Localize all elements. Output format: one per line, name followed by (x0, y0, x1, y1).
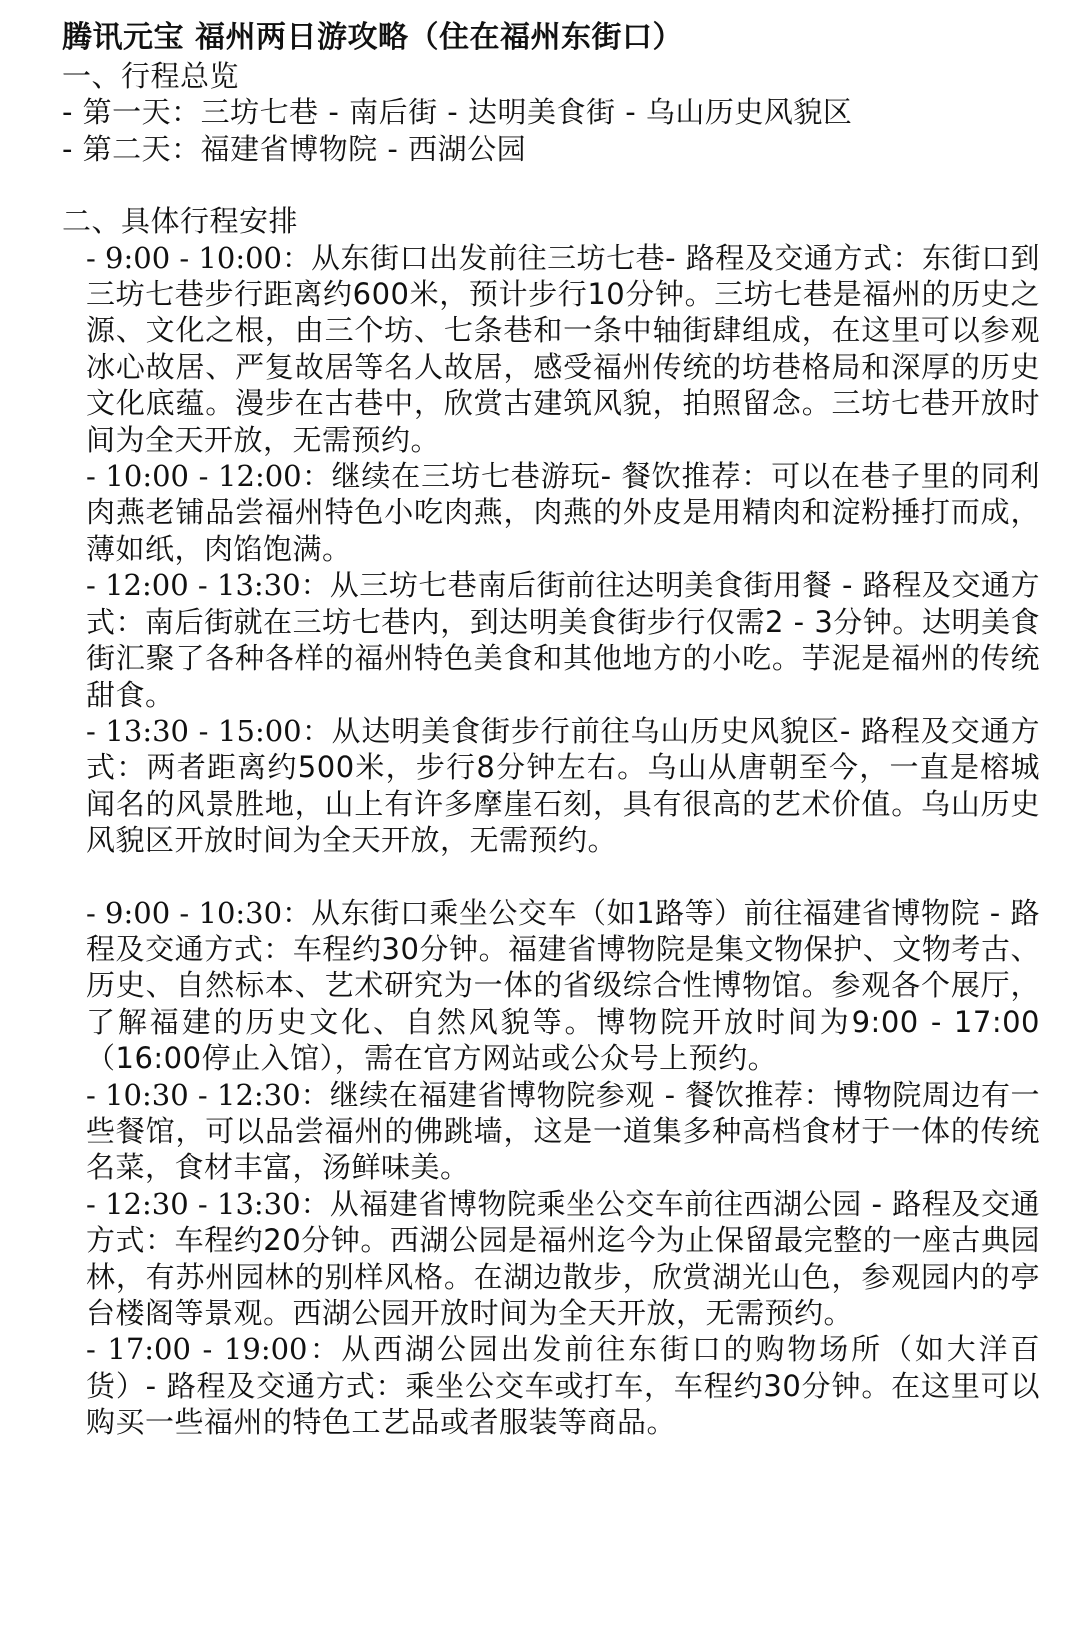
entry-text: 从西湖公园出发前往东街口的购物场所（如大洋百货）- 路程及交通方式：乘坐公交车或打车，车程约30分钟。在这里可以购买一些福州的特色工艺品或者服装等商品。 (86, 1332, 1040, 1440)
entry-time: - 17:00 - 19:00： (86, 1332, 342, 1367)
detail-heading: 二、具体行程安排 (62, 204, 299, 239)
entry-time: - 12:00 - 13:30： (86, 568, 330, 603)
entry-text: 继续在三坊七巷游玩- 餐饮推荐：可以在巷子里的同利肉燕老铺品尝福州特色小吃肉燕，肉燕的外皮是用精肉和淀粉捶打而成，薄如纸，肉馅饱满。 (86, 459, 1040, 566)
entry-time: - 9:00 - 10:00： (86, 240, 312, 275)
entry-time: - 13:30 - 15:00： (86, 713, 332, 748)
entry-time: - 12:30 - 13:30： (86, 1186, 330, 1221)
overview-item-day2: - 第二天：福建省博物院 - 西湖公园 (62, 131, 527, 166)
entry-text: 从福建省博物院乘坐公交车前往西湖公园 - 路程及交通方式：车程约20分钟。西湖公园是福州迄今为止保留最完整的一座古典园林，有苏州园林的别样风格。在湖边散步，欣赏湖光山色，参观园内的亭台楼阁等景观。西湖公园开放时间为全天开放，无需预约。 (86, 1186, 1041, 1330)
entry-time: - 9:00 - 10:30： (86, 895, 312, 930)
section-spacer (62, 167, 1040, 203)
day1-entry-2 (62, 458, 1040, 567)
section-spacer (62, 859, 1040, 895)
day2-entry-1 (62, 895, 1040, 1077)
day1-entry-4 (62, 713, 1040, 859)
overview-item-day1: - 第一天：三坊七巷 - 南后街 - 达明美食街 - 乌山历史风貌区 (62, 95, 853, 130)
entry-time: - 10:00 - 12:00： (86, 459, 332, 494)
overview-heading: 一、行程总览 (62, 59, 240, 93)
entry-text: 继续在福建省博物院参观 - 餐饮推荐：博物院周边有一些餐馆，可以品尝福州的佛跳墙，这是一道集多种高档食材于一体的传统名菜，食材丰富，汤鲜味美。 (86, 1077, 1041, 1185)
day1-entry-3 (62, 567, 1040, 713)
day2-entry-3 (62, 1186, 1040, 1332)
entry-text: 从东街口出发前往三坊七巷- 路程及交通方式：东街口到三坊七巷步行距离约600米，预计步行10分钟。三坊七巷是福州的历史之源、文化之根，由三个坊、七条巷和一条中轴街肆组成，在这里可以参观冰心故居、严复故居等名人故居，感受福州传统的坊巷格局和深厚的历史文化底蕴。漫步在古巷中，欣赏古建筑风貌，拍照留念。三坊七巷开放时间为全天开放，无需预约。 (86, 240, 1040, 457)
entry-time: - 10:30 - 12:30： (86, 1077, 330, 1112)
day2-entry-4 (62, 1331, 1040, 1440)
day1-entry-1 (62, 240, 1040, 458)
entry-text: 从三坊七巷南后街前往达明美食街用餐 - 路程及交通方式：南后街就在三坊七巷内，到达明美食街步行仅需2 - 3分钟。达明美食街汇聚了各种各样的福州特色美食和其他地方的小吃。芋泥是福州的传统甜食。 (86, 568, 1041, 712)
day2-entry-2 (62, 1077, 1040, 1186)
itinerary-document (62, 18, 1040, 1441)
entry-text: 从东街口乘坐公交车（如1路等）前往福建省博物院 - 路程及交通方式：车程约30分钟。福建省博物院是集文物保护、文物考古、历史、自然标本、艺术研究为一体的省级综合性博物馆。参观各个展厅，了解福建的历史文化、自然风貌等。博物院开放时间为9:00 - 17:00（16:00停止入馆），需在官方网站或公众号上预约。 (86, 895, 1040, 1076)
entry-text: 从达明美食街步行前往乌山历史风貌区- 路程及交通方式：两者距离约500米，步行8分钟左右。乌山从唐朝至今，一直是榕城闻名的风景胜地，山上有许多摩崖石刻，具有很高的艺术价值。乌山历史风貌区开放时间为全天开放，无需预约。 (86, 713, 1040, 858)
document-title: 腾讯元宝 福州两日游攻略（住在福州东街口） (62, 20, 683, 55)
